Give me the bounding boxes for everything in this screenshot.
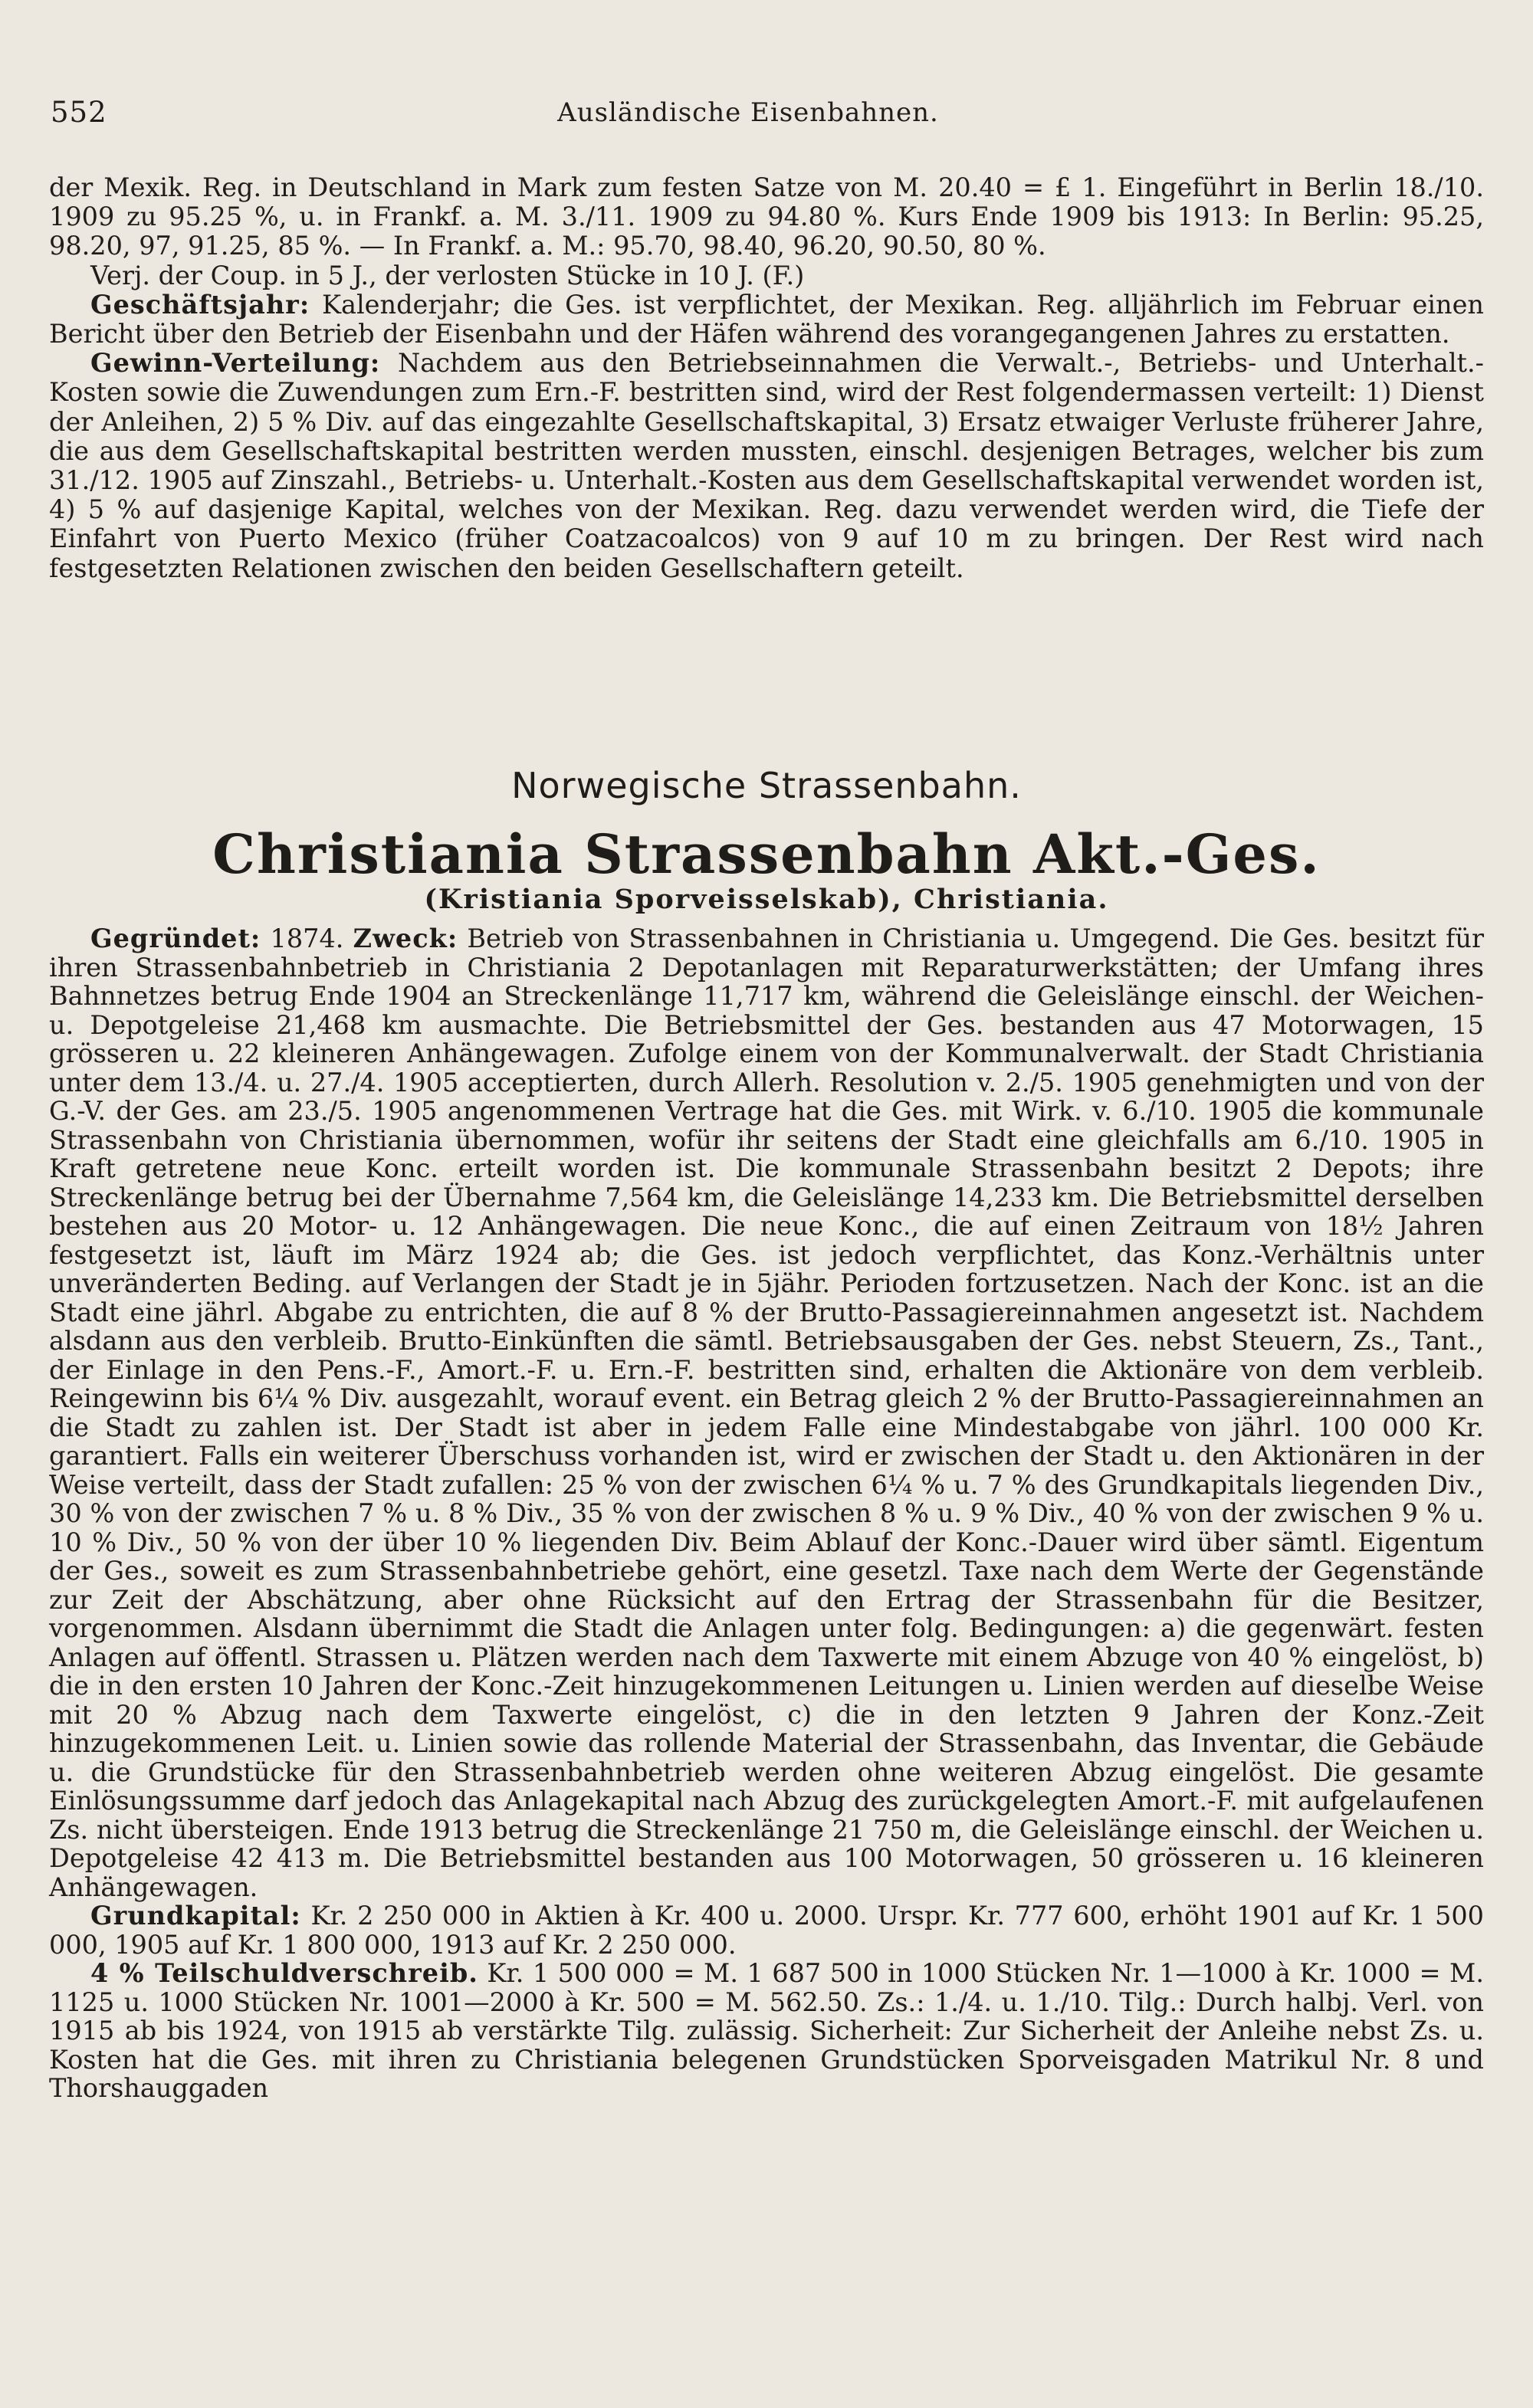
mexican-railway-continuation (49, 173, 1484, 583)
fiscal-year-text: Kalenderjahr; die Ges. ist verpflichtet, der Mexikan. Reg. alljährlich im Februar einen Bericht über den Betrieb der Eisenbahn und der Häfen während des vorangegangenen Jahres zu erstatten. (49, 289, 1484, 349)
limitation-paragraph: Verj. der Coup. in 5 J., der verlosten Stücke in 10 J. (F.) (90, 260, 805, 290)
capital-text: Kr. 2 250 000 in Aktien à Kr. 400 u. 2000. Urspr. Kr. 777 600, erhöht 1901 auf Kr. 1 500 000, 1905 auf Kr. 1 800 000, 1913 auf Kr. 2 250 000. (49, 1901, 1484, 1960)
running-title: Ausländische Eisenbahnen. (557, 97, 939, 128)
running-head (51, 96, 1484, 134)
bond-paragraph (49, 1959, 1484, 2103)
company-entry (49, 924, 1484, 2103)
purpose-text: Betrieb von Strassenbahnen in Christiania u. Umgegend. Die Ges. besitzt für ihren Strassenbahnbetrieb in Christiania 2 Depotanlagen mit Reparaturwerkstätten; der Umfang ihres Bahnnetzes betrug Ende 1904 an Streckenlänge 11,717 km, während die Geleislänge einschl. der Weichen- u. Depotgeleise 21,468 km ausmachte. Die Betriebsmittel der Ges. bestanden aus 47 Motorwagen, 15 grösseren u. 22 kleineren Anhängewagen. Zufolge einem von der Kommunalverwalt. der Stadt Christiania unter dem 13./4. u. 27./4. 1905 acceptierten, durch Allerh. Resolution v. 2./5. 1905 genehmigten und von der G.-V. der Ges. am 23./5. 1905 angenommenen Vertrage hat die Ges. mit Wirk. v. 6./10. 1905 die kommunale Strassenbahn von Christiania übernommen, wofür ihr seitens der Stadt eine gleichfalls am 6./10. 1905 in Kraft getretene neue Konc. erteilt worden ist. Die kommunale Strassenbahn besitzt 2 Depots; ihre Streckenlänge betrug bei der Übernahme 7,564 km, die Geleislänge 14,233 km. Die Betriebsmittel derselben bestehen aus 20 Motor- u. 12 Anhängewagen. Die neue Konc., die auf einen Zeitraum von 18½ Jahren festgesetzt ist, läuft im März 1924 ab; die Ges. ist jedoch verpflichtet, das Konz.-Verhältnis unter unveränderten Beding. auf Verlangen der Stadt je in 5jähr. Perioden fortzusetzen. Nach der Konc. ist an die Stadt eine jährl. Abgabe zu entrichten, die auf 8 % der Brutto-Passagiereinnahmen angesetzt ist. Nachdem alsdann aus den verbleib. Brutto-Einkünften die sämtl. Betriebsausgaben der Ges. nebst Steuern, Zs., Tant., der Einlage in den Pens.-F., Amort.-F. u. Ern.-F. bestritten sind, erhalten die Aktionäre von dem verbleib. Reingewinn bis 6¼ % Div. ausgezahlt, worauf event. ein Betrag gleich 2 % der Brutto-Passagiereinnahmen an die Stadt zu zahlen ist. Der Stadt ist aber in jedem Falle eine Mindestabgabe von jährl. 100 000 Kr. garantiert. Falls ein weiterer Überschuss vorhanden ist, wird er zwischen der Stadt u. den Aktionären in der Weise verteilt, dass der Stadt zufallen: 25 % von der zwischen 6¼ % u. 7 % des Grundkapitals liegenden Div., 30 % von der zwischen 7 % u. 8 % Div., 35 % von der zwischen 8 % u. 9 % Div., 40 % von der zwischen 9 % u. 10 % Div., 50 % von der über 10 % liegenden Div. Beim Ablauf der Konc.-Dauer wird über sämtl. Eigentum der Ges., soweit es zum Strassenbahnbetriebe gehört, eine gesetzl. Taxe nach dem Werte der Gegenstände zur Zeit der Abschätzung, aber ohne Rücksicht auf den Ertrag der Strassenbahn für die Besitzer, vorgenommen. Alsdann übernimmt die Stadt die Anlagen unter folg. Bedingungen: a) die gegenwärt. festen Anlagen auf öffentl. Strassen u. Plätzen werden nach dem Taxwerte mit einem Abzuge von 40 % eingelöst, b) die in den ersten 10 Jahren der Konc.-Zeit hinzugekommenen Leitungen u. Linien werden auf dieselbe Weise mit 20 % Abzug nach dem Taxwerte eingelöst, c) die in den letzten 9 Jahren der Konz.-Zeit hinzugekommenen Leit. u. Linien sowie das rollende Material der Strassenbahn, das Inventar, die Gebäude u. die Grundstücke für den Strassenbahnbetrieb werden ohne weiteren Abzug eingelöst. Die gesamte Einlösungssumme darf jedoch das Anlagekapital nach Abzug des zurückgelegten Amort.-F. mit aufgelaufenen Zs. nicht übersteigen. Ende 1913 betrug die Streckenlänge 21 750 m, die Geleislänge einschl. der Weichen u. Depotgeleise 42 413 m. Die Betriebsmittel bestanden aus 100 Motorwagen, 50 grösseren u. 16 kleineren Anhängewagen. (49, 924, 1484, 1902)
purpose-label: Zweck: (353, 924, 458, 953)
bond-text: Kr. 1 500 000 = M. 1 687 500 in 1000 Stücken Nr. 1—1000 à Kr. 1000 = M. 1125 u. 1000 Stücken Nr. 1001—2000 à Kr. 500 = M. 562.50. Zs.: 1./4. u. 1./10. Tilg.: Durch halbj. Verl. von 1915 ab bis 1924, von 1915 ab verstärkte Tilg. zulässig. Sicherheit: Zur Sicherheit der Anleihe nebst Zs. u. Kosten hat die Ges. mit ihren zu Christiania belegenen Grundstücken Sporveisgaden Matrikul Nr. 8 und Thorshauggaden (49, 1958, 1484, 2103)
profit-distribution-label: Gewinn-Verteilung: (90, 348, 381, 379)
bond-label: 4 % Teilschuldverschreib. (90, 1958, 478, 1988)
profit-distribution-paragraph (49, 349, 1484, 583)
company-subtitle: (Kristiania Sporveisselskab), Christiania. (424, 884, 1109, 915)
capital-label: Grundkapital: (90, 1901, 301, 1931)
fiscal-year-label: Geschäftsjahr: (90, 289, 310, 320)
listing-paragraph: der Mexik. Reg. in Deutschland in Mark zum festen Satze von M. 20.40 = £ 1. Eingeführt in Berlin 18./10. 1909 zu 95.25 %, u. in Frankf. a. M. 3./11. 1909 zu 94.80 %. Kurs Ende 1909 bis 1913: In Berlin: 95.25, 98.20, 97, 91.25, 85 %. — In Frankf. a. M.: 95.70, 98.40, 96.20, 90.50, 80 %. (49, 172, 1484, 261)
fiscal-year-paragraph (49, 290, 1484, 349)
founded-text: 1874. (270, 924, 344, 953)
founded-label: Gegründet: (90, 924, 261, 953)
capital-paragraph (49, 1901, 1484, 1959)
profit-distribution-text: Nachdem aus den Betriebseinnahmen die Verwalt.-, Betriebs- und Unterhalt.-Kosten sowie die Zuwendungen zum Ern.-F. bestritten sind, wird der Rest folgendermassen verteilt: 1) Dienst der Anleihen, 2) 5 % Div. auf das eingezahlte Gesellschaftskapital, 3) Ersatz etwaiger Verluste früherer Jahre, die aus dem Gesellschaftskapital bestritten werden mussten, einschl. desjenigen Betrages, welcher bis zum 31./12. 1905 auf Zinszahl., Betriebs- u. Unterhalt.-Kosten aus dem Gesellschaftskapital verwendet worden ist, 4) 5 % auf dasjenige Kapital, welches von der Mexikan. Reg. dazu verwendet werden wird, die Tiefe der Einfahrt von Puerto Mexico (früher Coatzacoalcos) von 9 auf 10 m zu bringen. Der Rest wird nach festgesetzten Relationen zwischen den beiden Gesellschaftern geteilt. (49, 348, 1484, 583)
founded-purpose-paragraph (49, 924, 1484, 1901)
page-number: 552 (51, 96, 107, 129)
company-name: Christiania Strassenbahn Akt.-Ges. (212, 822, 1321, 886)
section-title: Norwegische Strassenbahn. (511, 765, 1022, 806)
